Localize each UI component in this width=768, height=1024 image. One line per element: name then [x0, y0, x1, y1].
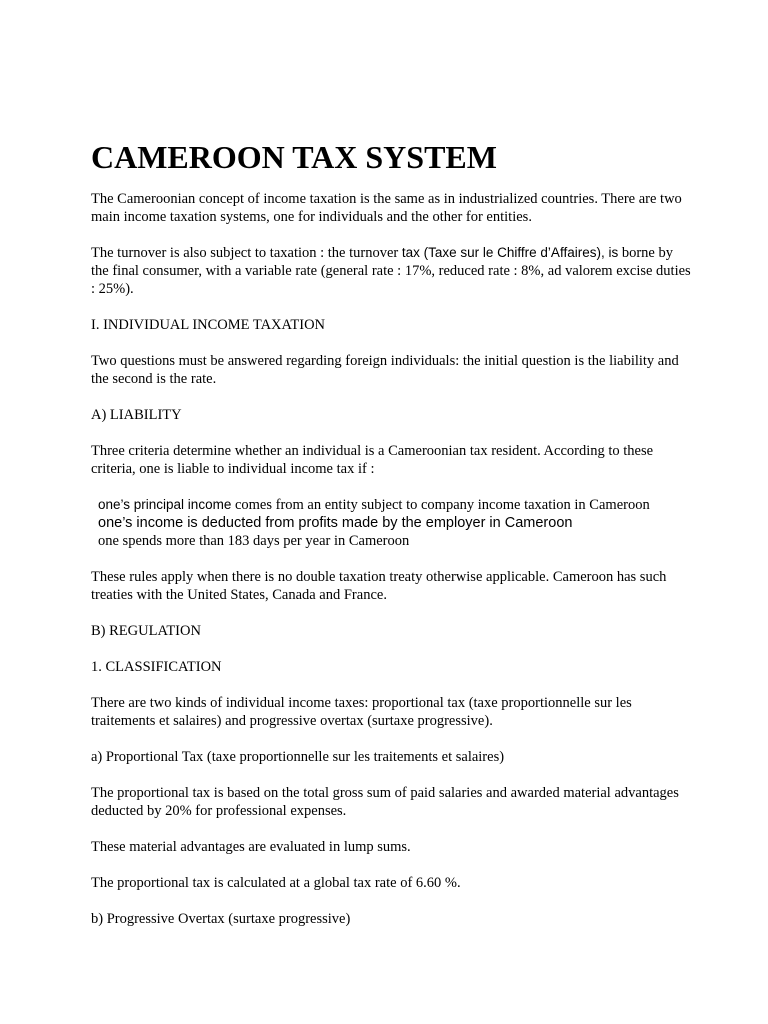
- criteria-intro-paragraph: Three criteria determine whether an individual is a Cameroonian tax resident. According to these criteria, one is liable to individual income tax if :: [91, 443, 654, 477]
- page-title: CAMEROON TAX SYSTEM: [91, 139, 497, 175]
- document-page: [91, 138, 691, 946]
- list-item: one’s income is deducted from profits made by the employer in Cameroon: [98, 515, 573, 531]
- section-heading-individual: I. INDIVIDUAL INCOME TAXATION: [91, 317, 326, 333]
- heading-proportional-tax: a) Proportional Tax (taxe proportionnelle sur les traitements et salaires): [91, 749, 505, 765]
- section-heading-classification: 1. CLASSIFICATION: [91, 659, 222, 675]
- list-item: one spends more than 183 days per year in Cameroon: [98, 533, 410, 549]
- turnover-text-2: tax (Taxe sur le Chiffre d’Affaires), is: [401, 245, 619, 260]
- kinds-paragraph: There are two kinds of individual income taxes: proportional tax (taxe proportionnelle sur les traitements et salaires) and progressive overtax (surtaxe progressive).: [91, 695, 632, 729]
- criteria-item-1b: comes from an entity subject to company income taxation in Cameroon: [231, 497, 650, 513]
- questions-paragraph: Two questions must be answered regarding foreign individuals: the initial question is the liability and the second is the rate.: [91, 353, 679, 387]
- treaty-paragraph: These rules apply when there is no double taxation treaty otherwise applicable. Cameroon has such treaties with the United States, Canada and France.: [91, 569, 667, 603]
- criteria-item-1a: one’s principal income: [98, 497, 232, 512]
- section-heading-regulation: B) REGULATION: [91, 623, 201, 639]
- turnover-text-1: The turnover is also subject to taxation : the turnover: [91, 245, 402, 261]
- list-item: [98, 496, 691, 514]
- rate-paragraph: The proportional tax is calculated at a global tax rate of 6.60 %.: [91, 875, 461, 891]
- heading-progressive-overtax: b) Progressive Overtax (surtaxe progressive): [91, 911, 351, 927]
- intro-paragraph: The Cameroonian concept of income taxation is the same as in industrialized countries. There are two main income taxation systems, one for individuals and the other for entities.: [91, 191, 682, 225]
- proportional-basis-paragraph: The proportional tax is based on the total gross sum of paid salaries and awarded material advantages deducted by 20% for professional expenses.: [91, 785, 679, 819]
- turnover-paragraph: [91, 244, 691, 298]
- lump-sums-paragraph: These material advantages are evaluated in lump sums.: [91, 839, 411, 855]
- section-heading-liability: A) LIABILITY: [91, 407, 182, 423]
- criteria-list: [91, 496, 691, 550]
- turnover-text-3: borne by the final consumer, with a variable rate (general rate : 17%, reduced rate : 8%, ad valorem excise duties : 25%).: [91, 245, 691, 297]
